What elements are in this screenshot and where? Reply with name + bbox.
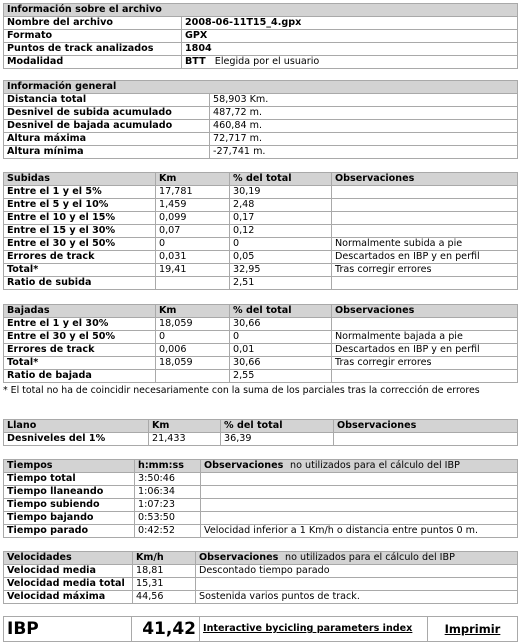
ibp-table <box>3 616 518 642</box>
descent-obs: Descartados en IBP y en perfil <box>332 344 518 357</box>
climb-obs <box>332 186 518 199</box>
table-row <box>4 578 518 591</box>
descent-pct: 30,66 <box>230 318 332 331</box>
climb-obs <box>332 212 518 225</box>
table-row <box>4 344 518 357</box>
general-info-table <box>3 80 518 159</box>
track-points-label: Puntos de track analizados <box>4 43 182 56</box>
ascent-label: Desnivel de subida acumulado <box>4 107 210 120</box>
table-row <box>4 318 518 331</box>
speed-label: Velocidad media total <box>4 578 133 591</box>
descent-ratio-value: 2,55 <box>230 370 332 383</box>
format-value: GPX <box>182 30 518 43</box>
flat-header-row <box>4 420 518 433</box>
time-obs <box>201 473 518 486</box>
general-info-header: Información general <box>4 81 518 94</box>
mode-label: Modalidad <box>4 56 182 69</box>
descent-label: Errores de track <box>4 344 156 357</box>
mode-note: Elegida por el usuario <box>214 56 320 67</box>
kmh-col-header: Km/h <box>133 552 196 565</box>
climb-pct: 30,19 <box>230 186 332 199</box>
table-row <box>4 120 518 133</box>
obs-col-header <box>196 552 518 565</box>
km-col-header: Km <box>156 305 230 318</box>
time-value: 1:07:23 <box>135 499 201 512</box>
speeds-col-header: Velocidades <box>4 552 133 565</box>
descent-ratio-label: Ratio de bajada <box>4 370 156 383</box>
table-row <box>4 525 518 538</box>
times-col-header: Tiempos <box>4 460 135 473</box>
descent-label: Entre el 1 y el 30% <box>4 318 156 331</box>
obs-col-header: Observaciones <box>332 305 518 318</box>
table-row <box>4 370 518 383</box>
climb-label: Entre el 30 y el 50% <box>4 238 156 251</box>
speed-obs: Descontado tiempo parado <box>196 565 518 578</box>
flat-label: Desniveles del 1% <box>4 433 149 446</box>
descent-pct: 0 <box>230 331 332 344</box>
obs-col-header: Observaciones <box>334 420 518 433</box>
flat-table <box>3 419 518 446</box>
table-row <box>4 512 518 525</box>
climb-obs <box>332 199 518 212</box>
total-distance-value: 58,903 Km. <box>210 94 518 107</box>
descent-km: 0 <box>156 331 230 344</box>
ibp-label: IBP <box>4 617 132 642</box>
descent-km: 18,059 <box>156 318 230 331</box>
descent-km: 0,006 <box>156 344 230 357</box>
ascent-value: 487,72 m. <box>210 107 518 120</box>
table-row <box>4 43 518 56</box>
pct-col-header: % del total <box>221 420 334 433</box>
descents-col-header: Bajadas <box>4 305 156 318</box>
climb-obs <box>332 225 518 238</box>
speeds-table <box>3 551 518 604</box>
max-altitude-label: Altura máxima <box>4 133 210 146</box>
ibp-info-link[interactable]: Interactive bycicling parameters index <box>203 623 413 634</box>
speed-value: 18,81 <box>133 565 196 578</box>
descent-obs: Normalmente bajada a pie <box>332 331 518 344</box>
speeds-header-row <box>4 552 518 565</box>
ibp-link-cell <box>200 617 428 642</box>
climb-pct: 0 <box>230 238 332 251</box>
climb-pct: 2,48 <box>230 199 332 212</box>
climb-km: 0,031 <box>156 251 230 264</box>
hms-col-header: h:mm:ss <box>135 460 201 473</box>
table-row <box>4 56 518 69</box>
speed-obs <box>196 578 518 591</box>
speed-obs: Sostenida varios puntos de track. <box>196 591 518 604</box>
empty-cell <box>156 277 230 290</box>
max-altitude-value: 72,717 m. <box>210 133 518 146</box>
climbs-table <box>3 172 518 290</box>
obs-col-header-label: Observaciones <box>204 460 284 471</box>
mode-value: BTT <box>185 56 206 67</box>
climb-obs: Normalmente subida a pie <box>332 238 518 251</box>
table-row <box>4 146 518 159</box>
times-table <box>3 459 518 538</box>
time-value: 0:53:50 <box>135 512 201 525</box>
table-row <box>4 133 518 146</box>
climb-label: Total* <box>4 264 156 277</box>
format-label: Formato <box>4 30 182 43</box>
table-row <box>4 565 518 578</box>
climb-label: Entre el 10 y el 15% <box>4 212 156 225</box>
table-row <box>4 212 518 225</box>
obs-col-header-label: Observaciones <box>199 552 279 563</box>
climb-obs: Tras corregir errores <box>332 264 518 277</box>
climb-km: 17,781 <box>156 186 230 199</box>
climb-pct: 0,12 <box>230 225 332 238</box>
descent-label: Desnivel de bajada acumulado <box>4 120 210 133</box>
climb-label: Errores de track <box>4 251 156 264</box>
speed-value: 44,56 <box>133 591 196 604</box>
file-name-label: Nombre del archivo <box>4 17 182 30</box>
table-row <box>4 107 518 120</box>
min-altitude-value: -27,741 m. <box>210 146 518 159</box>
time-label: Tiempo llaneando <box>4 486 135 499</box>
climb-km: 19,41 <box>156 264 230 277</box>
speed-value: 15,31 <box>133 578 196 591</box>
speed-label: Velocidad media <box>4 565 133 578</box>
file-info-table <box>3 3 518 69</box>
climb-label: Entre el 5 y el 10% <box>4 199 156 212</box>
descent-value: 460,84 m. <box>210 120 518 133</box>
empty-cell <box>156 370 230 383</box>
total-distance-label: Distancia total <box>4 94 210 107</box>
table-row <box>4 251 518 264</box>
time-label: Tiempo subiendo <box>4 499 135 512</box>
climb-km: 0,099 <box>156 212 230 225</box>
climb-ratio-label: Ratio de subida <box>4 277 156 290</box>
time-value: 1:06:34 <box>135 486 201 499</box>
table-row <box>4 186 518 199</box>
climbs-col-header: Subidas <box>4 173 156 186</box>
descent-km: 18,059 <box>156 357 230 370</box>
descent-obs: Tras corregir errores <box>332 357 518 370</box>
time-label: Tiempo parado <box>4 525 135 538</box>
table-row <box>4 357 518 370</box>
descent-pct: 0,01 <box>230 344 332 357</box>
climb-pct: 0,17 <box>230 212 332 225</box>
descent-label: Entre el 30 y el 50% <box>4 331 156 344</box>
time-label: Tiempo bajando <box>4 512 135 525</box>
speed-label: Velocidad máxima <box>4 591 133 604</box>
times-header-row <box>4 460 518 473</box>
ibp-row <box>4 617 518 642</box>
climb-km: 0 <box>156 238 230 251</box>
climb-pct: 0,05 <box>230 251 332 264</box>
table-row <box>4 225 518 238</box>
table-row <box>4 591 518 604</box>
climbs-header-row <box>4 173 518 186</box>
empty-cell <box>332 370 518 383</box>
time-value: 0:42:52 <box>135 525 201 538</box>
table-row <box>4 473 518 486</box>
obs-col-header: Observaciones <box>332 173 518 186</box>
min-altitude-label: Altura mínima <box>4 146 210 159</box>
track-points-value: 1804 <box>182 43 518 56</box>
descent-obs <box>332 318 518 331</box>
climb-km: 0,07 <box>156 225 230 238</box>
descent-label: Total* <box>4 357 156 370</box>
time-obs <box>201 499 518 512</box>
climb-km: 1,459 <box>156 199 230 212</box>
obs-header-note: no utilizados para el cálculo del IBP <box>290 460 460 471</box>
footnote: * El total no ha de coincidir necesariamente con la suma de los parciales tras la corrección de errores <box>3 385 480 396</box>
descents-header-row <box>4 305 518 318</box>
climb-label: Entre el 1 y el 5% <box>4 186 156 199</box>
table-row <box>4 433 518 446</box>
descent-pct: 30,66 <box>230 357 332 370</box>
climb-pct: 32,95 <box>230 264 332 277</box>
mode-cell <box>182 56 518 69</box>
empty-cell <box>332 277 518 290</box>
ibp-value: 41,42 <box>132 617 200 642</box>
flat-km: 21,433 <box>149 433 221 446</box>
flat-pct: 36,39 <box>221 433 334 446</box>
file-info-header: Información sobre el archivo <box>4 4 518 17</box>
file-name-value: 2008-06-11T15_4.gpx <box>182 17 518 30</box>
table-row <box>4 264 518 277</box>
climb-obs: Descartados en IBP y en perfil <box>332 251 518 264</box>
table-row <box>4 17 518 30</box>
climb-ratio-value: 2,51 <box>230 277 332 290</box>
table-row <box>4 94 518 107</box>
time-value: 3:50:46 <box>135 473 201 486</box>
table-row <box>4 499 518 512</box>
obs-col-header <box>201 460 518 473</box>
time-obs <box>201 486 518 499</box>
table-row <box>4 331 518 344</box>
pct-col-header: % del total <box>230 305 332 318</box>
climb-label: Entre el 15 y el 30% <box>4 225 156 238</box>
table-row <box>4 486 518 499</box>
time-obs <box>201 512 518 525</box>
time-label: Tiempo total <box>4 473 135 486</box>
flat-obs <box>334 433 518 446</box>
table-row <box>4 277 518 290</box>
table-row <box>4 199 518 212</box>
table-row <box>4 238 518 251</box>
flat-col-header: Llano <box>4 420 149 433</box>
pct-col-header: % del total <box>230 173 332 186</box>
print-link[interactable]: Imprimir <box>428 617 518 642</box>
descents-table <box>3 304 518 383</box>
time-obs: Velocidad inferior a 1 Km/h o distancia entre puntos 0 m. <box>201 525 518 538</box>
km-col-header: Km <box>149 420 221 433</box>
table-row <box>4 30 518 43</box>
obs-header-note: no utilizados para el cálculo del IBP <box>285 552 455 563</box>
km-col-header: Km <box>156 173 230 186</box>
